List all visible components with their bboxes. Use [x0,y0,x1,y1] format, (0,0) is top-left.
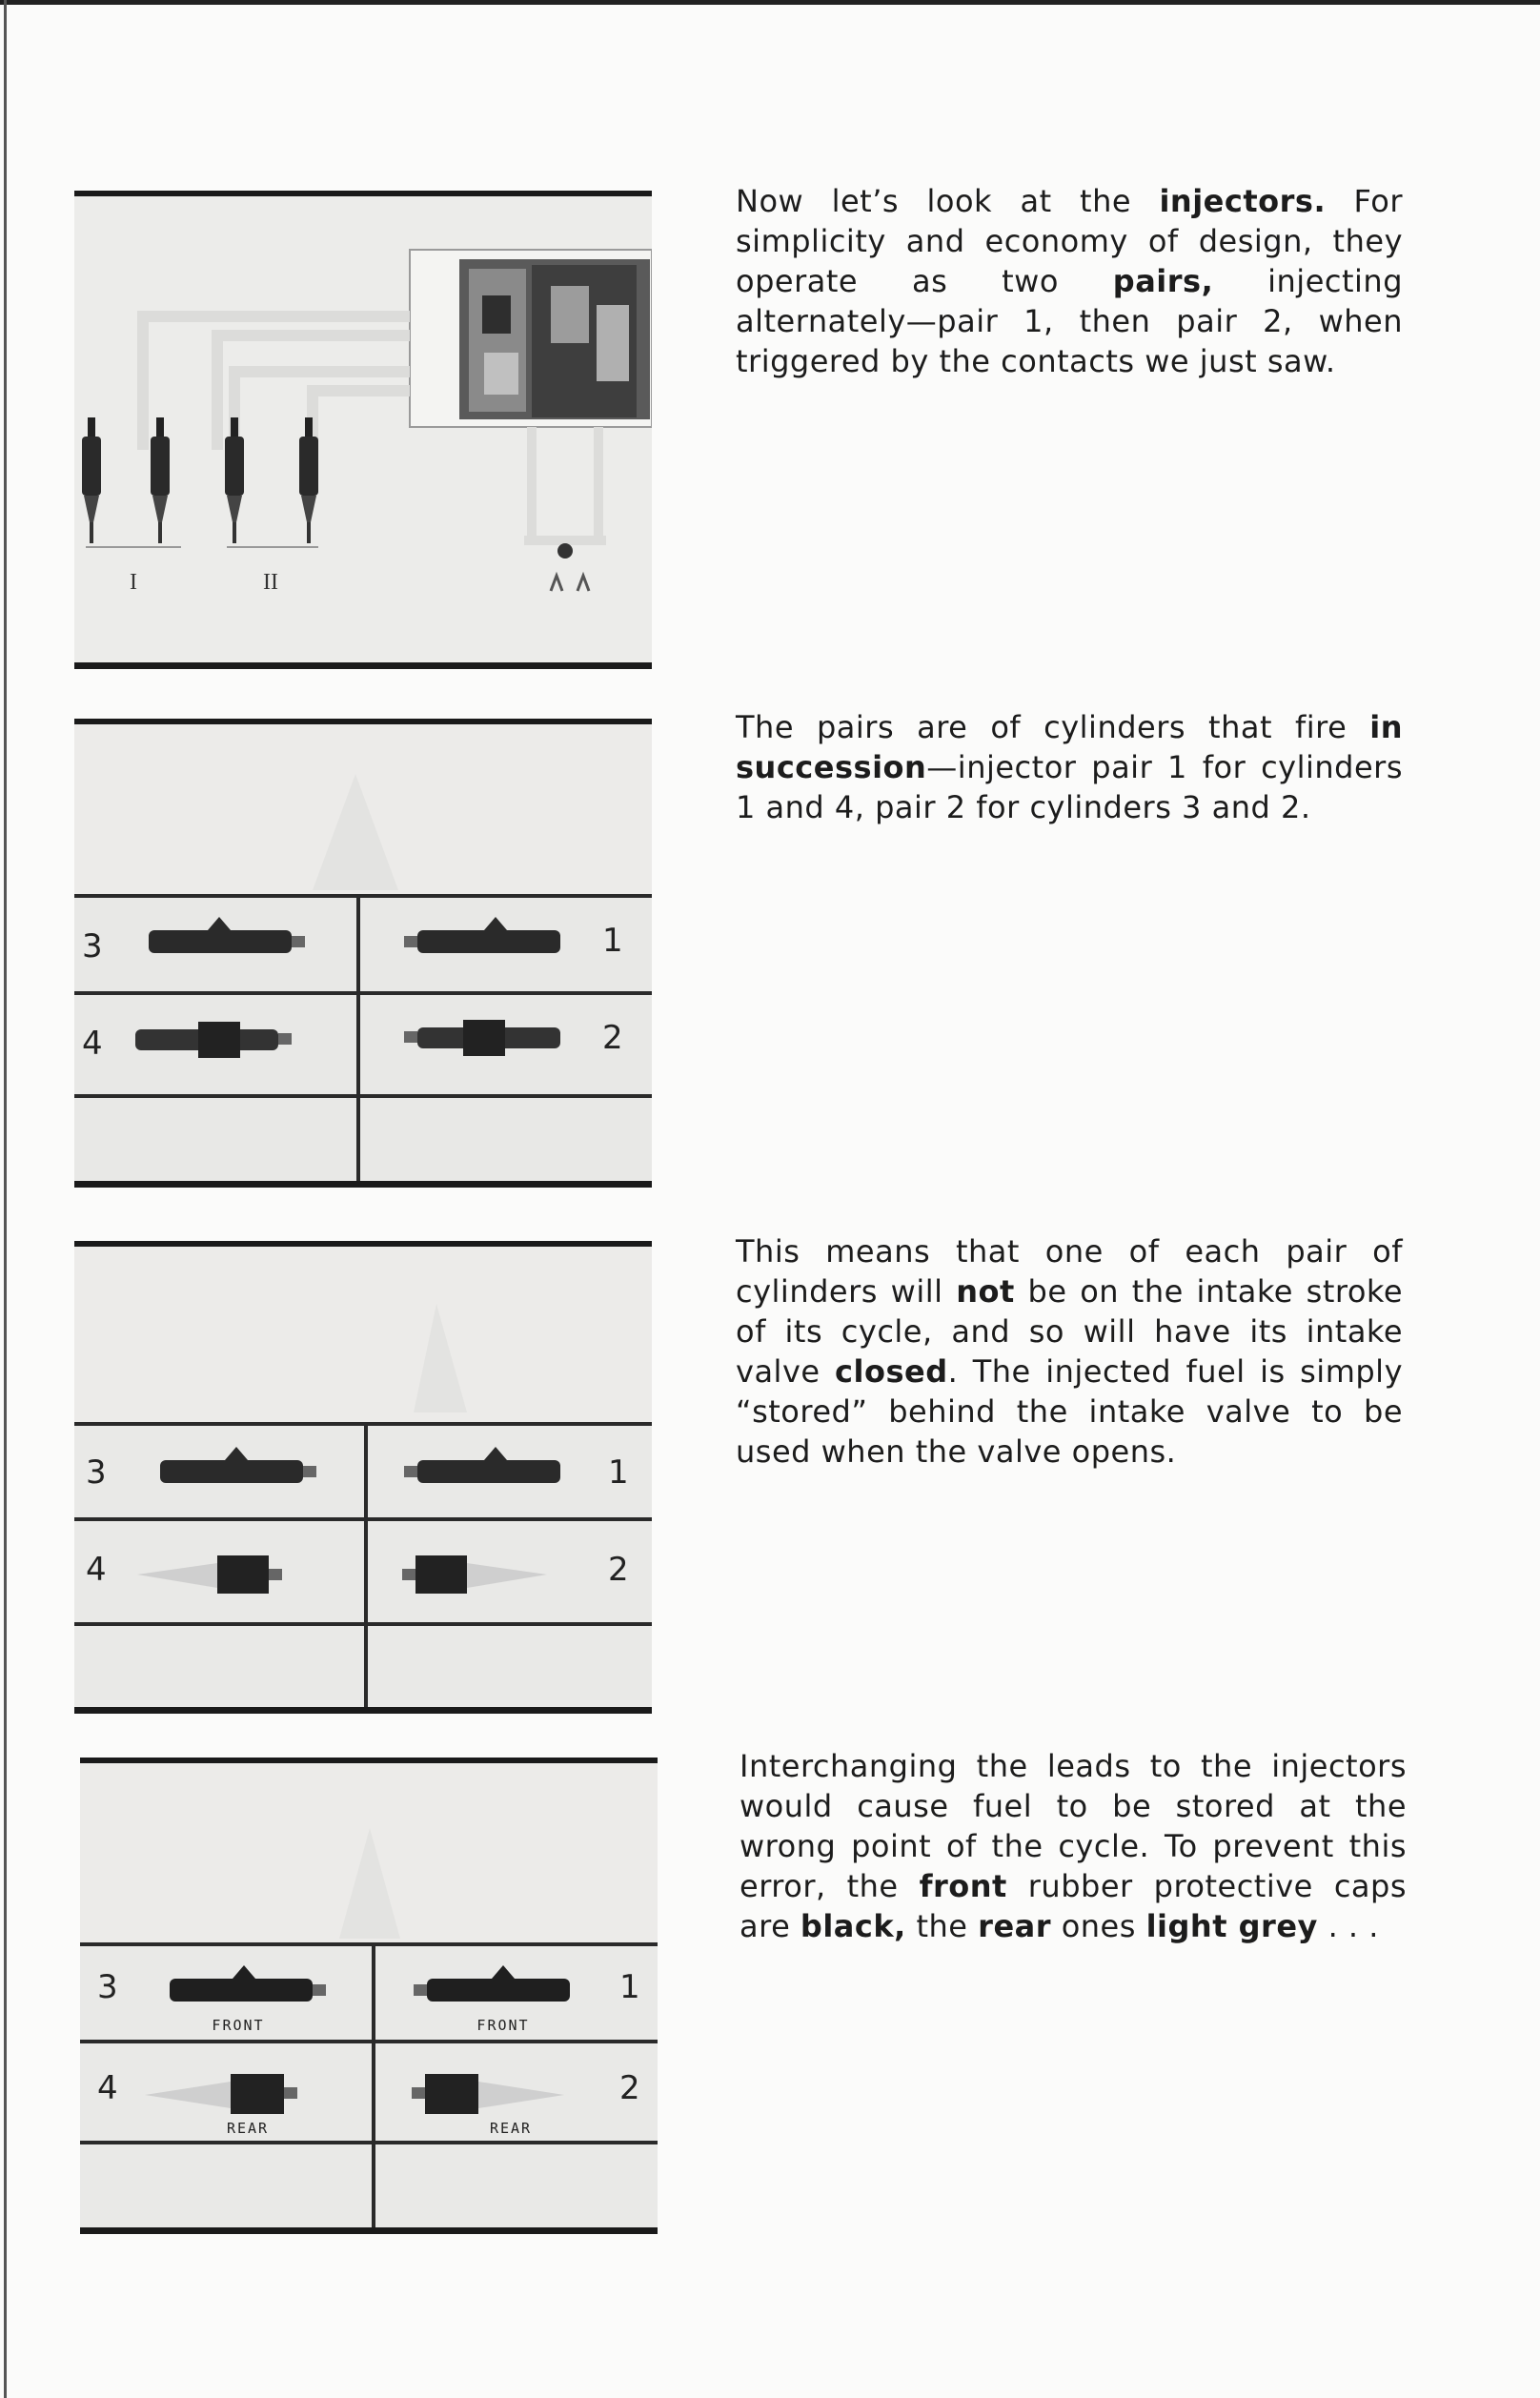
injector-1 [82,417,101,543]
emphasis-closed: closed [835,1353,948,1390]
emphasis-injectors: injectors. [1159,183,1327,219]
cell-label-4: 4 [82,1025,103,1063]
caption-cap-colors: Interchanging the leads to the injectors would cause fuel to be stored at the wrong point of the cycle. To prevent this error, the front rubber protective caps are black, the rear ones light grey . . . [740,1748,1408,1944]
injector-wiring-panel [74,191,652,669]
caption-succession: The pairs are of cylinders that fire in succession—injector pair 1 for cylinders 1 and 4, pair 2 for cylinders 3 and 2. [736,709,1403,825]
emphasis-not: not [956,1273,1015,1310]
emphasis-in-succession: in succession [736,709,1403,785]
cell-label-4: 4 [86,1551,107,1589]
stored-fuel-panel [74,1241,652,1714]
cap-color-panel [80,1758,658,2234]
firing-order-diagram [74,719,652,1188]
cell-label-3: 3 [86,1453,107,1492]
cell-label-3: 3 [97,1968,118,2006]
emphasis-front: front [919,1868,1007,1904]
injector-3 [225,417,244,543]
emphasis-light-grey: light grey [1145,1908,1318,1944]
rear-label-right: REAR [489,2120,533,2137]
cell-label-2: 2 [602,1019,623,1057]
panel-bottom-border [74,1707,652,1714]
cell-label-1: 1 [619,1968,640,2006]
emphasis-pairs: pairs, [1112,263,1214,299]
wiring-harness [143,316,410,450]
page-top-edge [0,0,1540,5]
page-left-edge [4,0,7,2398]
caption-injector-pairs: Now let’s look at the injectors. For simplicity and economy of design, they operate as two pairs, injecting alternately—pair 1, then pair 2, when triggered by the contacts we just saw. [736,183,1404,379]
cell-label-4: 4 [97,2069,118,2107]
firing-order-panel [74,719,652,1188]
cell-label-2: 2 [608,1551,629,1589]
panel-bottom-border [74,662,652,669]
emphasis-rear: rear [978,1908,1052,1944]
group-label-2: II [263,570,278,595]
front-label-left: FRONT [212,2017,265,2034]
panel-bottom-border [80,2227,658,2234]
trigger-contact [557,543,573,559]
injector-wiring-illustration [74,191,652,669]
stored-fuel-diagram [74,1241,652,1714]
group-label-1: I [130,570,137,595]
rear-label-left: REAR [226,2120,270,2137]
injector-2 [151,417,170,543]
cell-label-1: 1 [602,922,623,960]
panel-bottom-border [74,1181,652,1188]
front-label-right: FRONT [476,2017,530,2034]
cell-label-1: 1 [608,1453,629,1492]
cap-color-diagram [80,1758,658,2234]
emphasis-black: black, [800,1908,906,1944]
cell-label-2: 2 [619,2069,640,2107]
cell-label-3: 3 [82,927,103,965]
caption-stored-fuel: This means that one of each pair of cylinders will not be on the intake stroke of its cycle, and so will have its intake valve closed. The injected fuel is simply “stored” behind the intake valve to be used when the valve opens. [736,1233,1404,1470]
